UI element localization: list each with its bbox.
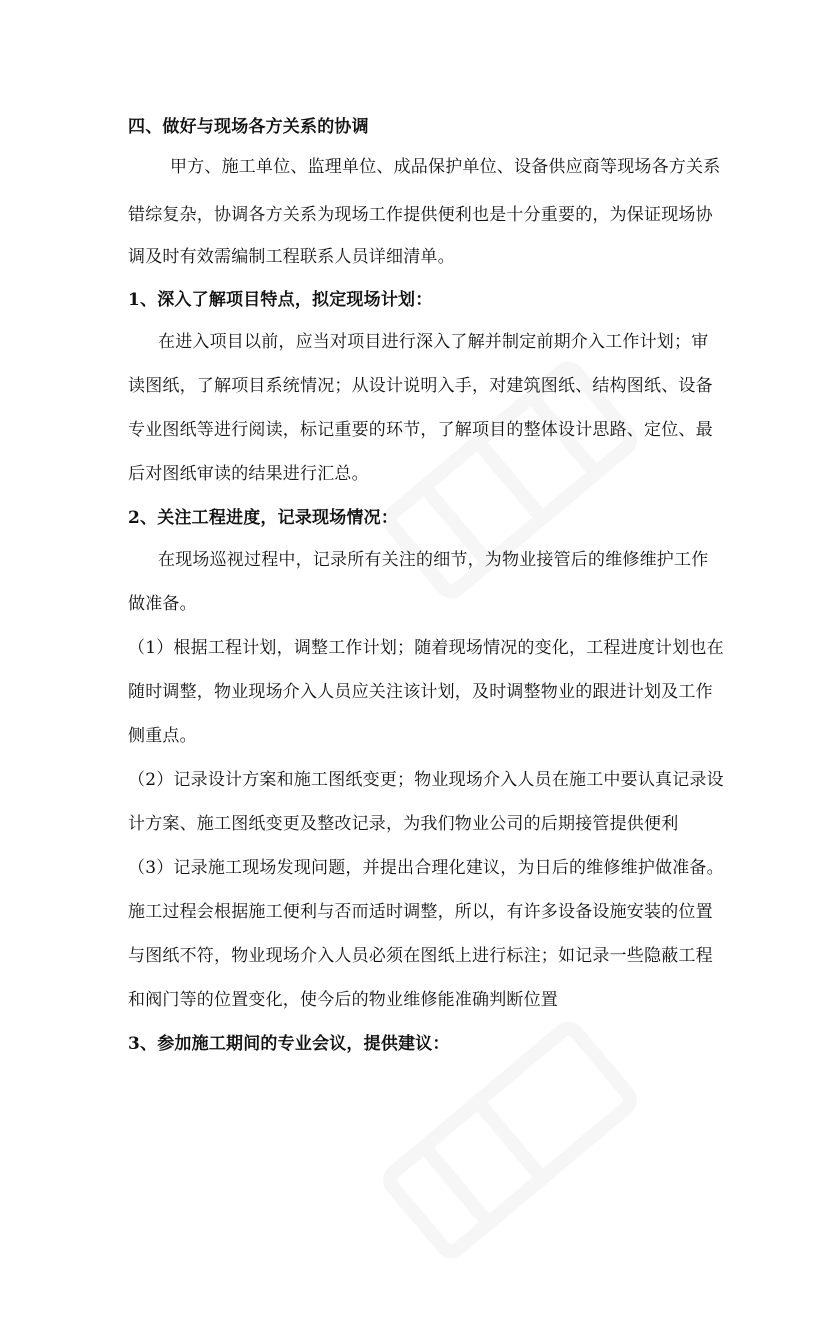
sub2-item2-line-1: （2）记录设计方案和施工图纸变更；物业现场介入人员在施工中要认真记录设: [128, 770, 724, 790]
sub1-line-1: 在进入项目以前，应当对项目进行深入了解并制定前期介入工作计划；审: [158, 332, 709, 352]
sub1-line-4: 后对图纸审读的结果进行汇总。: [128, 464, 369, 484]
sub2-line-1: 在现场巡视过程中，记录所有关注的细节，为物业接管后的维修维护工作: [158, 550, 709, 570]
intro-line-1: 甲方、施工单位、监理单位、成品保护单位、设备供应商等现场各方关系: [170, 157, 721, 177]
sub2-item1-line-3: 侧重点。: [128, 726, 197, 746]
sub2-item3-line-3: 与图纸不符，物业现场介入人员必须在图纸上进行标注；如记录一些隐蔽工程: [128, 946, 713, 966]
sub2-item1-line-2: 随时调整，物业现场介入人员应关注该计划，及时调整物业的跟进计划及工作: [128, 682, 713, 702]
sub1-line-3: 专业图纸等进行阅读，标记重要的环节，了解项目的整体设计思路、定位、最: [128, 420, 713, 440]
subheading-1: 1、深入了解项目特点，拟定现场计划：: [128, 290, 433, 310]
subheading-3: 3、参加施工期间的专业会议，提供建议：: [128, 1034, 450, 1054]
intro-line-3: 调及时有效需编制工程联系人员详细清单。: [128, 247, 455, 267]
section-heading: 四、做好与现场各方关系的协调: [128, 117, 369, 137]
intro-line-2: 错综复杂，协调各方关系为现场工作提供便利也是十分重要的，为保证现场协: [128, 205, 713, 225]
sub2-item2-line-2: 计方案、施工图纸变更及整改记录，为我们物业公司的后期接管提供便利: [128, 814, 679, 834]
sub1-line-2: 读图纸，了解项目系统情况；从设计说明入手，对建筑图纸、结构图纸、设备: [128, 376, 713, 396]
sub2-item3-line-1: （3）记录施工现场发现问题，并提出合理化建议，为日后的维修维护做准备。: [128, 858, 724, 878]
sub2-item3-line-2: 施工过程会根据施工便利与否而适时调整，所以，有许多设备设施安装的位置: [128, 902, 713, 922]
sub2-line-2: 做准备。: [128, 594, 197, 614]
sub2-item3-line-4: 和阀门等的位置变化，使今后的物业维修能准确判断位置: [128, 990, 558, 1010]
sub2-item1-line-1: （1）根据工程计划，调整工作计划；随着现场情况的变化，工程进度计划也在: [128, 638, 724, 658]
watermark-shape-bottom: [330, 960, 690, 1320]
subheading-2: 2、关注工程进度，记录现场情况：: [128, 508, 399, 528]
